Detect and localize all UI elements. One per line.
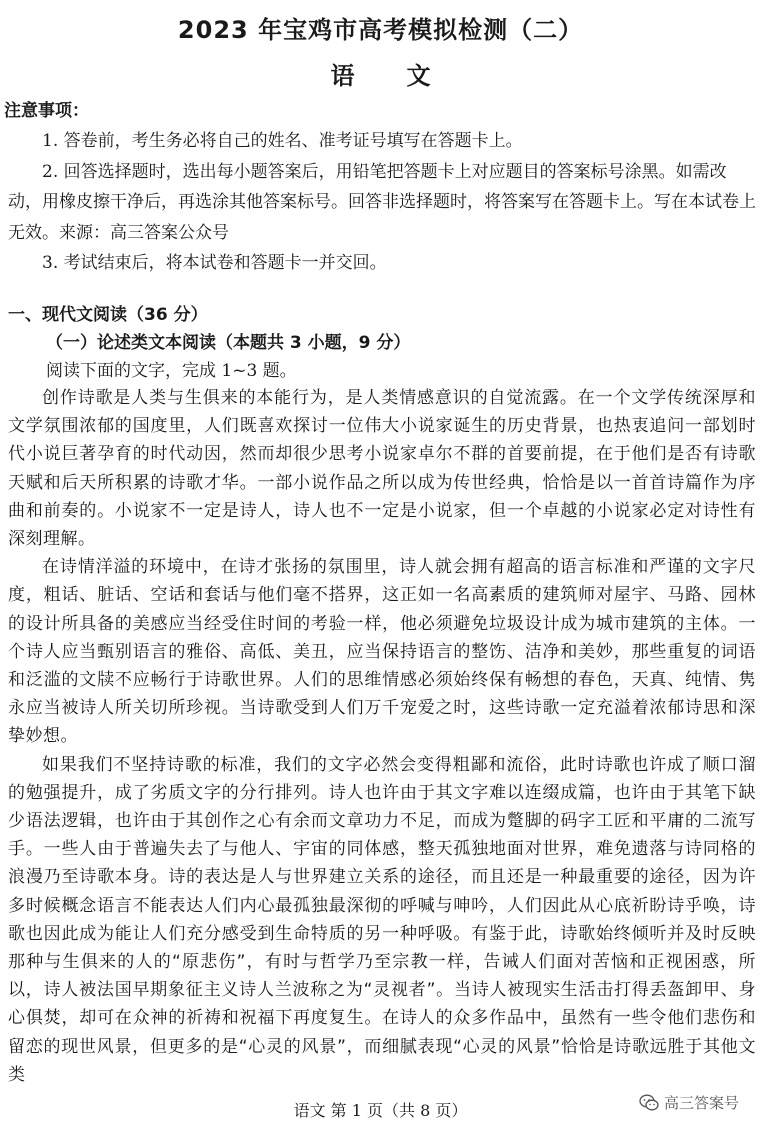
reading-instruction: 阅读下面的文字，完成 1~3 题。 bbox=[46, 361, 297, 381]
wechat-icon bbox=[639, 1094, 659, 1112]
subject-title: 语文 bbox=[330, 62, 483, 90]
wechat-watermark bbox=[639, 1092, 739, 1113]
section-heading: 一、现代文阅读（36 分） bbox=[8, 305, 208, 325]
watermark-text: 高三答案号 bbox=[663, 1094, 739, 1112]
page-footer: 语文 第 1 页（共 8 页） bbox=[293, 1101, 468, 1120]
passage-paragraph: 在诗情洋溢的环境中，在诗才张扬的氛围里，诗人就会拥有超高的语言标准和严谨的文字尺度，粗话、脏话、空话和套话与他们毫不搭界，这正如一名高素质的建筑师对屋宇、马路、园林的设计所具备的美感应当经受住时间的考验一样，他必须避免垃圾设计成为城市建筑的主体。一个诗人应当甄别语言的雅俗、高低、美丑，应当保持语言的整饬、洁净和美妙，那些重复的词语和泛滥的文牍不应畅行于诗歌世界。人们的思维情感必须始终保有畅想的春色，天真、纯情、隽永应当被诗人所关切所珍视。当诗歌受到人们万千宠爱之时，这些诗歌一定充溢着浓郁诗思和深挚妙想。 bbox=[8, 557, 756, 747]
notice-list bbox=[8, 126, 756, 279]
passage-paragraph: 如果我们不坚持诗歌的标准，我们的文字必然会变得粗鄙和流俗，此时诗歌也许成了顺口溜的勉强提升，成了劣质文字的分行排列。诗人也许由于其文字难以连缀成篇，也许由于其笔下缺少语法逻辑，也许由于其创作之心有余而文章功力不足，而成为蹩脚的码字工匠和平庸的二流写手。一些人由于普遍失去了与他人、宇宙的同体感，整天孤独地面对世界，难免遗落与诗同格的浪漫乃至诗歌本身。诗的表达是人与世界建立关系的途径，而且还是一种最重要的途径，因为许多时候概念语言不能表达人们内心最孤独最深彻的呼喊与呻吟，人们因此从心底祈盼诗乎唤，诗歌也因此成为能让人们充分感受到生命特质的另一种呼吸。有鉴于此，诗歌始终倾听并及时反映那种与生俱来的人的“原悲伤”，有时与哲学乃至宗教一样，告诫人们面对苦恼和正视困惑，所以，诗人被法国早期象征主义诗人兰波称之为“灵视者”。当诗人被现实生活击打得丢盔卸甲、身心俱焚，却可在众神的祈祷和祝福下再度复生。在诗人的众多作品中，虽然有一些令他们悲伤和留恋的现世风景，但更多的是“心灵的风景”，而细腻表现“心灵的风景”恰恰是诗歌远胜于其他文类 bbox=[8, 754, 756, 1085]
notice-item: 2. 回答选择题时，选出每小题答案后，用铅笔把答题卡上对应题目的答案标号涂黑。如需改动，用橡皮擦干净后，再选涂其他答案标号。回答非选择题时，将答案写在答题卡上。写在本试卷上无效。来源：高三答案公众号 bbox=[8, 161, 756, 243]
subsection-heading: （一）论述类文本阅读（本题共 3 小题，9 分） bbox=[46, 333, 411, 353]
passage-paragraph: 创作诗歌是人类与生俱来的本能行为，是人类情感意识的自觉流露。在一个文学传统深厚和文学氛围浓郁的国度里，人们既喜欢探讨一位伟大小说家诞生的历史背景，也热衷追问一部划时代小说巨著孕育的时代动因，然而却很少思考小说家卓尔不群的首要前提，在于他们是否有诗歌天赋和后天所积累的诗歌才华。一部小说作品之所以成为传世经典，恰恰是以一首首诗篇作为序曲和前奏的。小说家不一定是诗人，诗人也不一定是小说家，但一个卓越的小说家必定对诗性有深刻理解。 bbox=[8, 388, 756, 550]
exam-title: 2023 年宝鸡市高考模拟检测（二） bbox=[177, 16, 584, 44]
notice-heading: 注意事项： bbox=[4, 101, 89, 121]
notice-item: 1. 答卷前，考生务必将自己的姓名、准考证号填写在答题卡上。 bbox=[42, 131, 523, 151]
reading-passage bbox=[8, 384, 756, 1089]
notice-item: 3. 考试结束后，将本试卷和答题卡一并交回。 bbox=[42, 253, 387, 273]
